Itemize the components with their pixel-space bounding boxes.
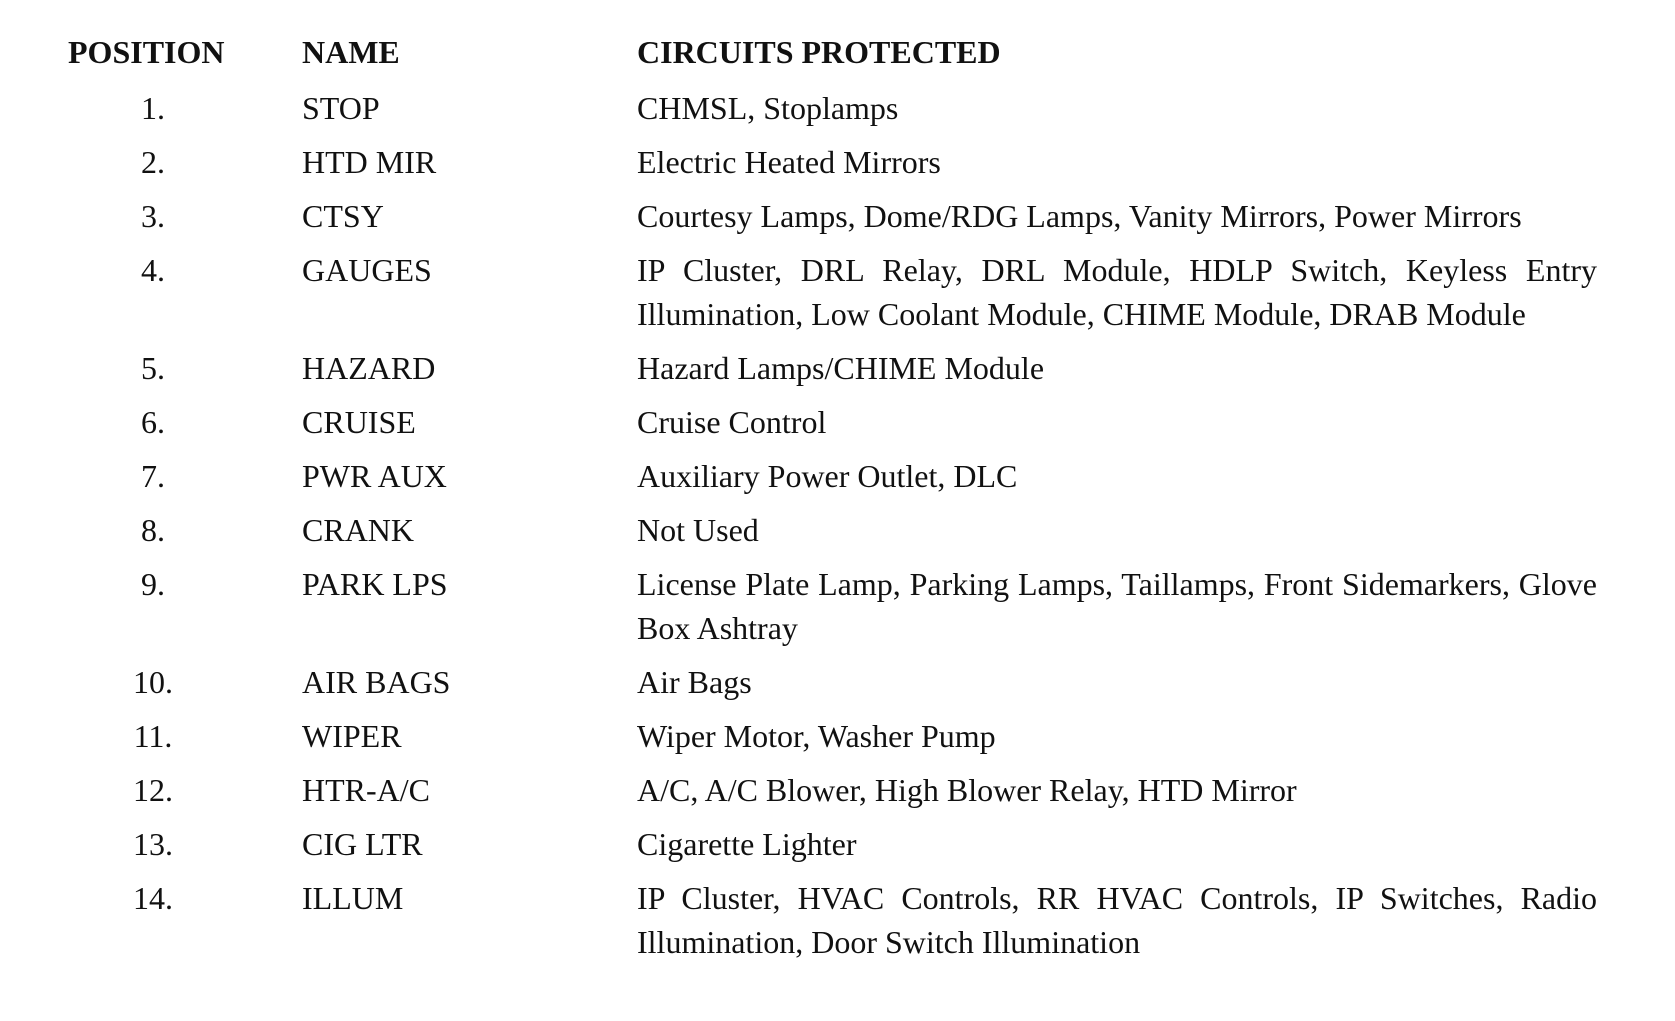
circuits-cell: License Plate Lamp, Parking Lamps, Taillamps, Front Sidemarkers, Glove Box Ashtray [637,566,1597,646]
position-value: 4. [141,252,165,288]
table-row [68,82,1597,136]
name-cell: AIR BAGS [302,664,451,700]
circuits-cell: Hazard Lamps/CHIME Module [637,350,1045,386]
circuits-header: CIRCUITS PROTECTED [637,34,1001,70]
header-row [68,30,1597,82]
position-value: 12. [133,772,173,808]
name-cell: PWR AUX [302,458,447,494]
table-row [68,872,1597,970]
position-cell [68,342,302,396]
circuits-cell: Wiper Motor, Washer Pump [637,718,996,754]
name-cell: HTR-A/C [302,772,430,808]
circuits-cell: Cigarette Lighter [637,826,857,862]
name-cell: PARK LPS [302,566,448,602]
position-cell [68,504,302,558]
position-cell [68,656,302,710]
table-row [68,558,1597,656]
fuse-table-body [68,82,1597,970]
table-row [68,764,1597,818]
table-row [68,450,1597,504]
position-value: 8. [141,512,165,548]
circuits-cell: A/C, A/C Blower, High Blower Relay, HTD Mirror [637,772,1297,808]
position-cell [68,818,302,872]
name-cell: CIG LTR [302,826,423,862]
table-row [68,504,1597,558]
table-row [68,818,1597,872]
position-value: 7. [141,458,165,494]
position-cell [68,396,302,450]
circuits-cell: Courtesy Lamps, Dome/RDG Lamps, Vanity Mirrors, Power Mirrors [637,198,1522,234]
table-row [68,656,1597,710]
circuits-cell: IP Cluster, HVAC Controls, RR HVAC Controls, IP Switches, Radio Illumination, Door Switch Illumination [637,880,1597,960]
name-cell: STOP [302,90,380,126]
position-cell [68,190,302,244]
position-value: 10. [133,664,173,700]
name-cell: CTSY [302,198,384,234]
position-value: 14. [133,880,173,916]
table-row [68,190,1597,244]
position-cell [68,450,302,504]
fuse-table [68,30,1597,970]
circuits-cell: CHMSL, Stoplamps [637,90,899,126]
name-cell: CRANK [302,512,415,548]
name-cell: HAZARD [302,350,436,386]
position-cell [68,710,302,764]
table-row [68,136,1597,190]
table-row [68,396,1597,450]
position-value: 1. [141,90,165,126]
position-value: 9. [141,566,165,602]
position-value: 11. [133,718,173,754]
position-cell [68,764,302,818]
position-value: 2. [141,144,165,180]
circuits-cell: Auxiliary Power Outlet, DLC [637,458,1018,494]
name-cell: GAUGES [302,252,432,288]
name-cell: HTD MIR [302,144,437,180]
position-header: POSITION [68,34,225,70]
position-value: 3. [141,198,165,234]
name-header: NAME [302,34,400,70]
table-row [68,710,1597,764]
position-cell [68,82,302,136]
name-cell: ILLUM [302,880,404,916]
circuits-cell: Electric Heated Mirrors [637,144,941,180]
name-cell: WIPER [302,718,402,754]
position-cell [68,244,302,342]
position-value: 6. [141,404,165,440]
position-cell [68,872,302,970]
circuits-cell: Air Bags [637,664,752,700]
circuits-cell: IP Cluster, DRL Relay, DRL Module, HDLP Switch, Keyless Entry Illumination, Low Coolant Module, CHIME Module, DRAB Module [637,252,1597,332]
name-cell: CRUISE [302,404,416,440]
table-row [68,244,1597,342]
position-value: 13. [133,826,173,862]
position-value: 5. [141,350,165,386]
circuits-cell: Cruise Control [637,404,827,440]
position-cell [68,136,302,190]
position-cell [68,558,302,656]
table-row [68,342,1597,396]
circuits-cell: Not Used [637,512,759,548]
